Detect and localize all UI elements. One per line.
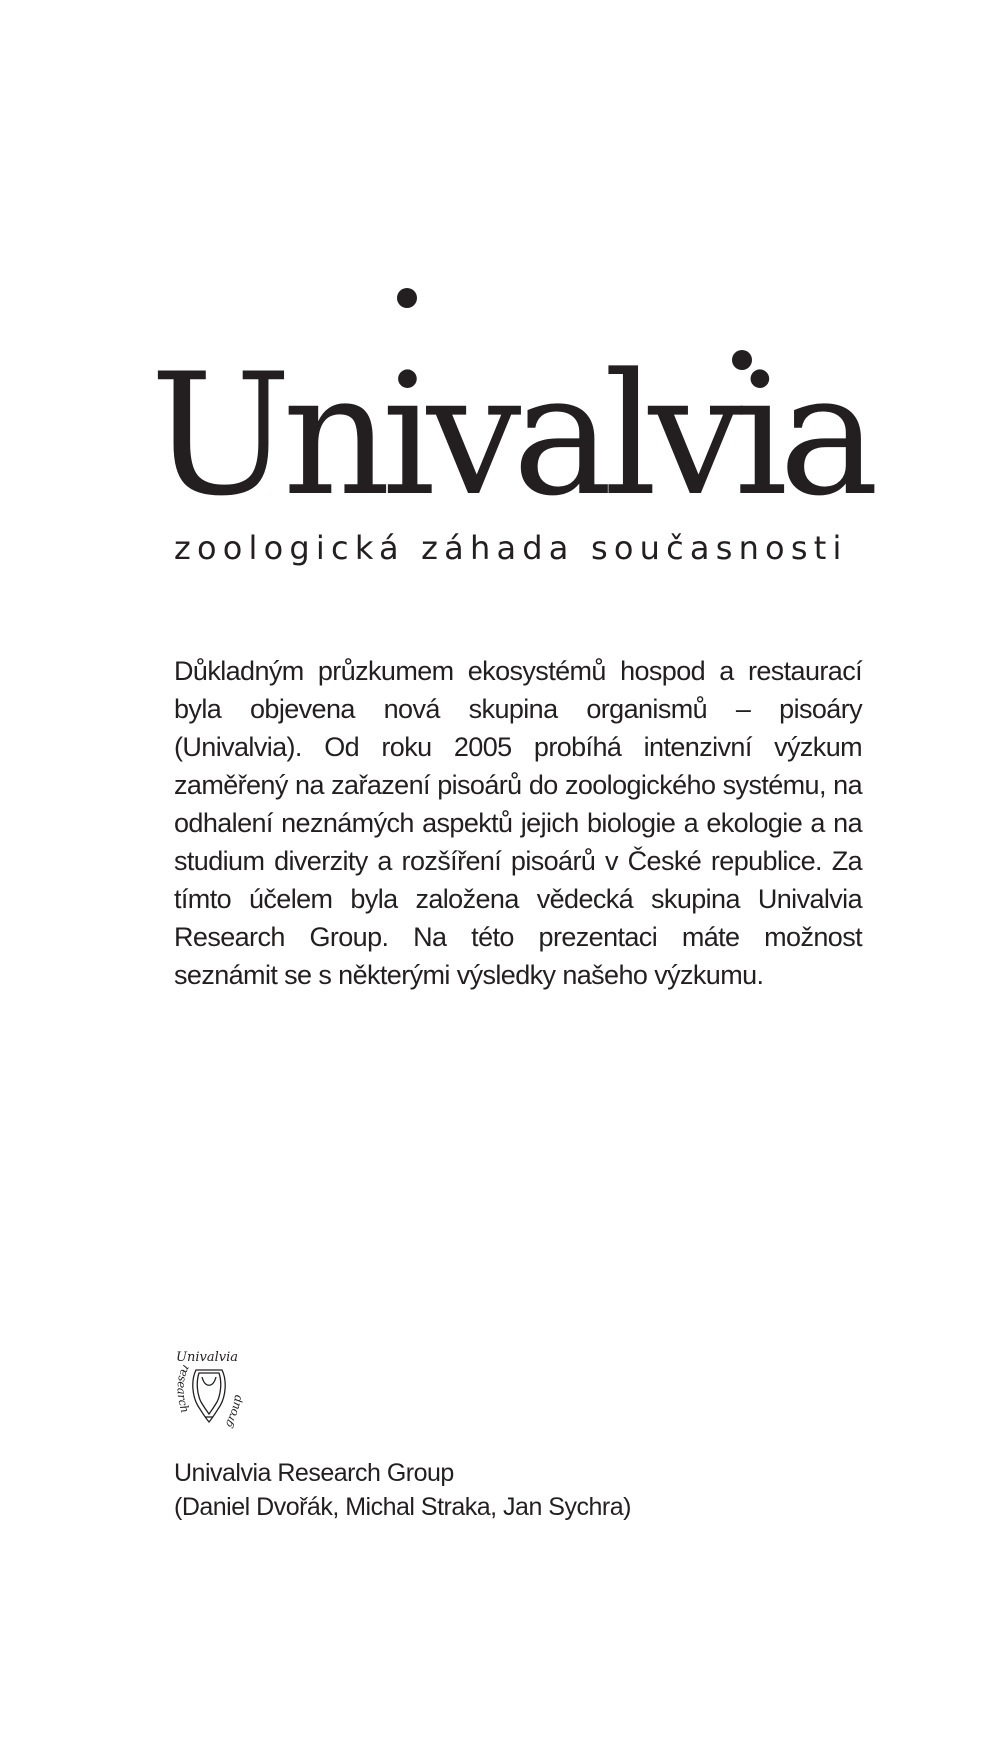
title-block [150, 280, 871, 580]
footer-members: (Daniel Dvořák, Michal Straka, Jan Sychra) [174, 1493, 631, 1521]
svg-text:research [175, 1363, 194, 1415]
intro-paragraph: Důkladným průzkumem ekosystémů hospod a restaurací byla objevena nová skupina organismů – pisoáry (Univalvia). Od roku 2005 probíhá intenzivní výzkum zaměřený na zařazení pisoárů do zoologického systému, na odhalení neznámých aspektů jejich biologie a ekologie a na studium diverzity a rozšíření pisoárů v České republice. Za tímto účelem byla založena vědecká skupina Univalvia Research Group. Na této prezentaci máte možnost seznámit se s některými výsledky našeho výzkumu. [174, 656, 862, 990]
logo-left-text: research [174, 1362, 194, 1415]
page-subtitle: zoologická záhada současnosti [174, 529, 848, 567]
title-dot [397, 288, 417, 308]
group-logo [172, 1350, 252, 1432]
logo-right-text: group [220, 1393, 245, 1430]
footer [174, 1456, 862, 1524]
svg-text:group [220, 1393, 244, 1429]
footer-group-name: Univalvia Research Group [174, 1459, 454, 1487]
page-title: Univalvia [150, 337, 871, 533]
logo-graphic [172, 1350, 252, 1432]
urinal-icon [193, 1370, 225, 1422]
logo-top-text: Univalvia [176, 1350, 238, 1365]
